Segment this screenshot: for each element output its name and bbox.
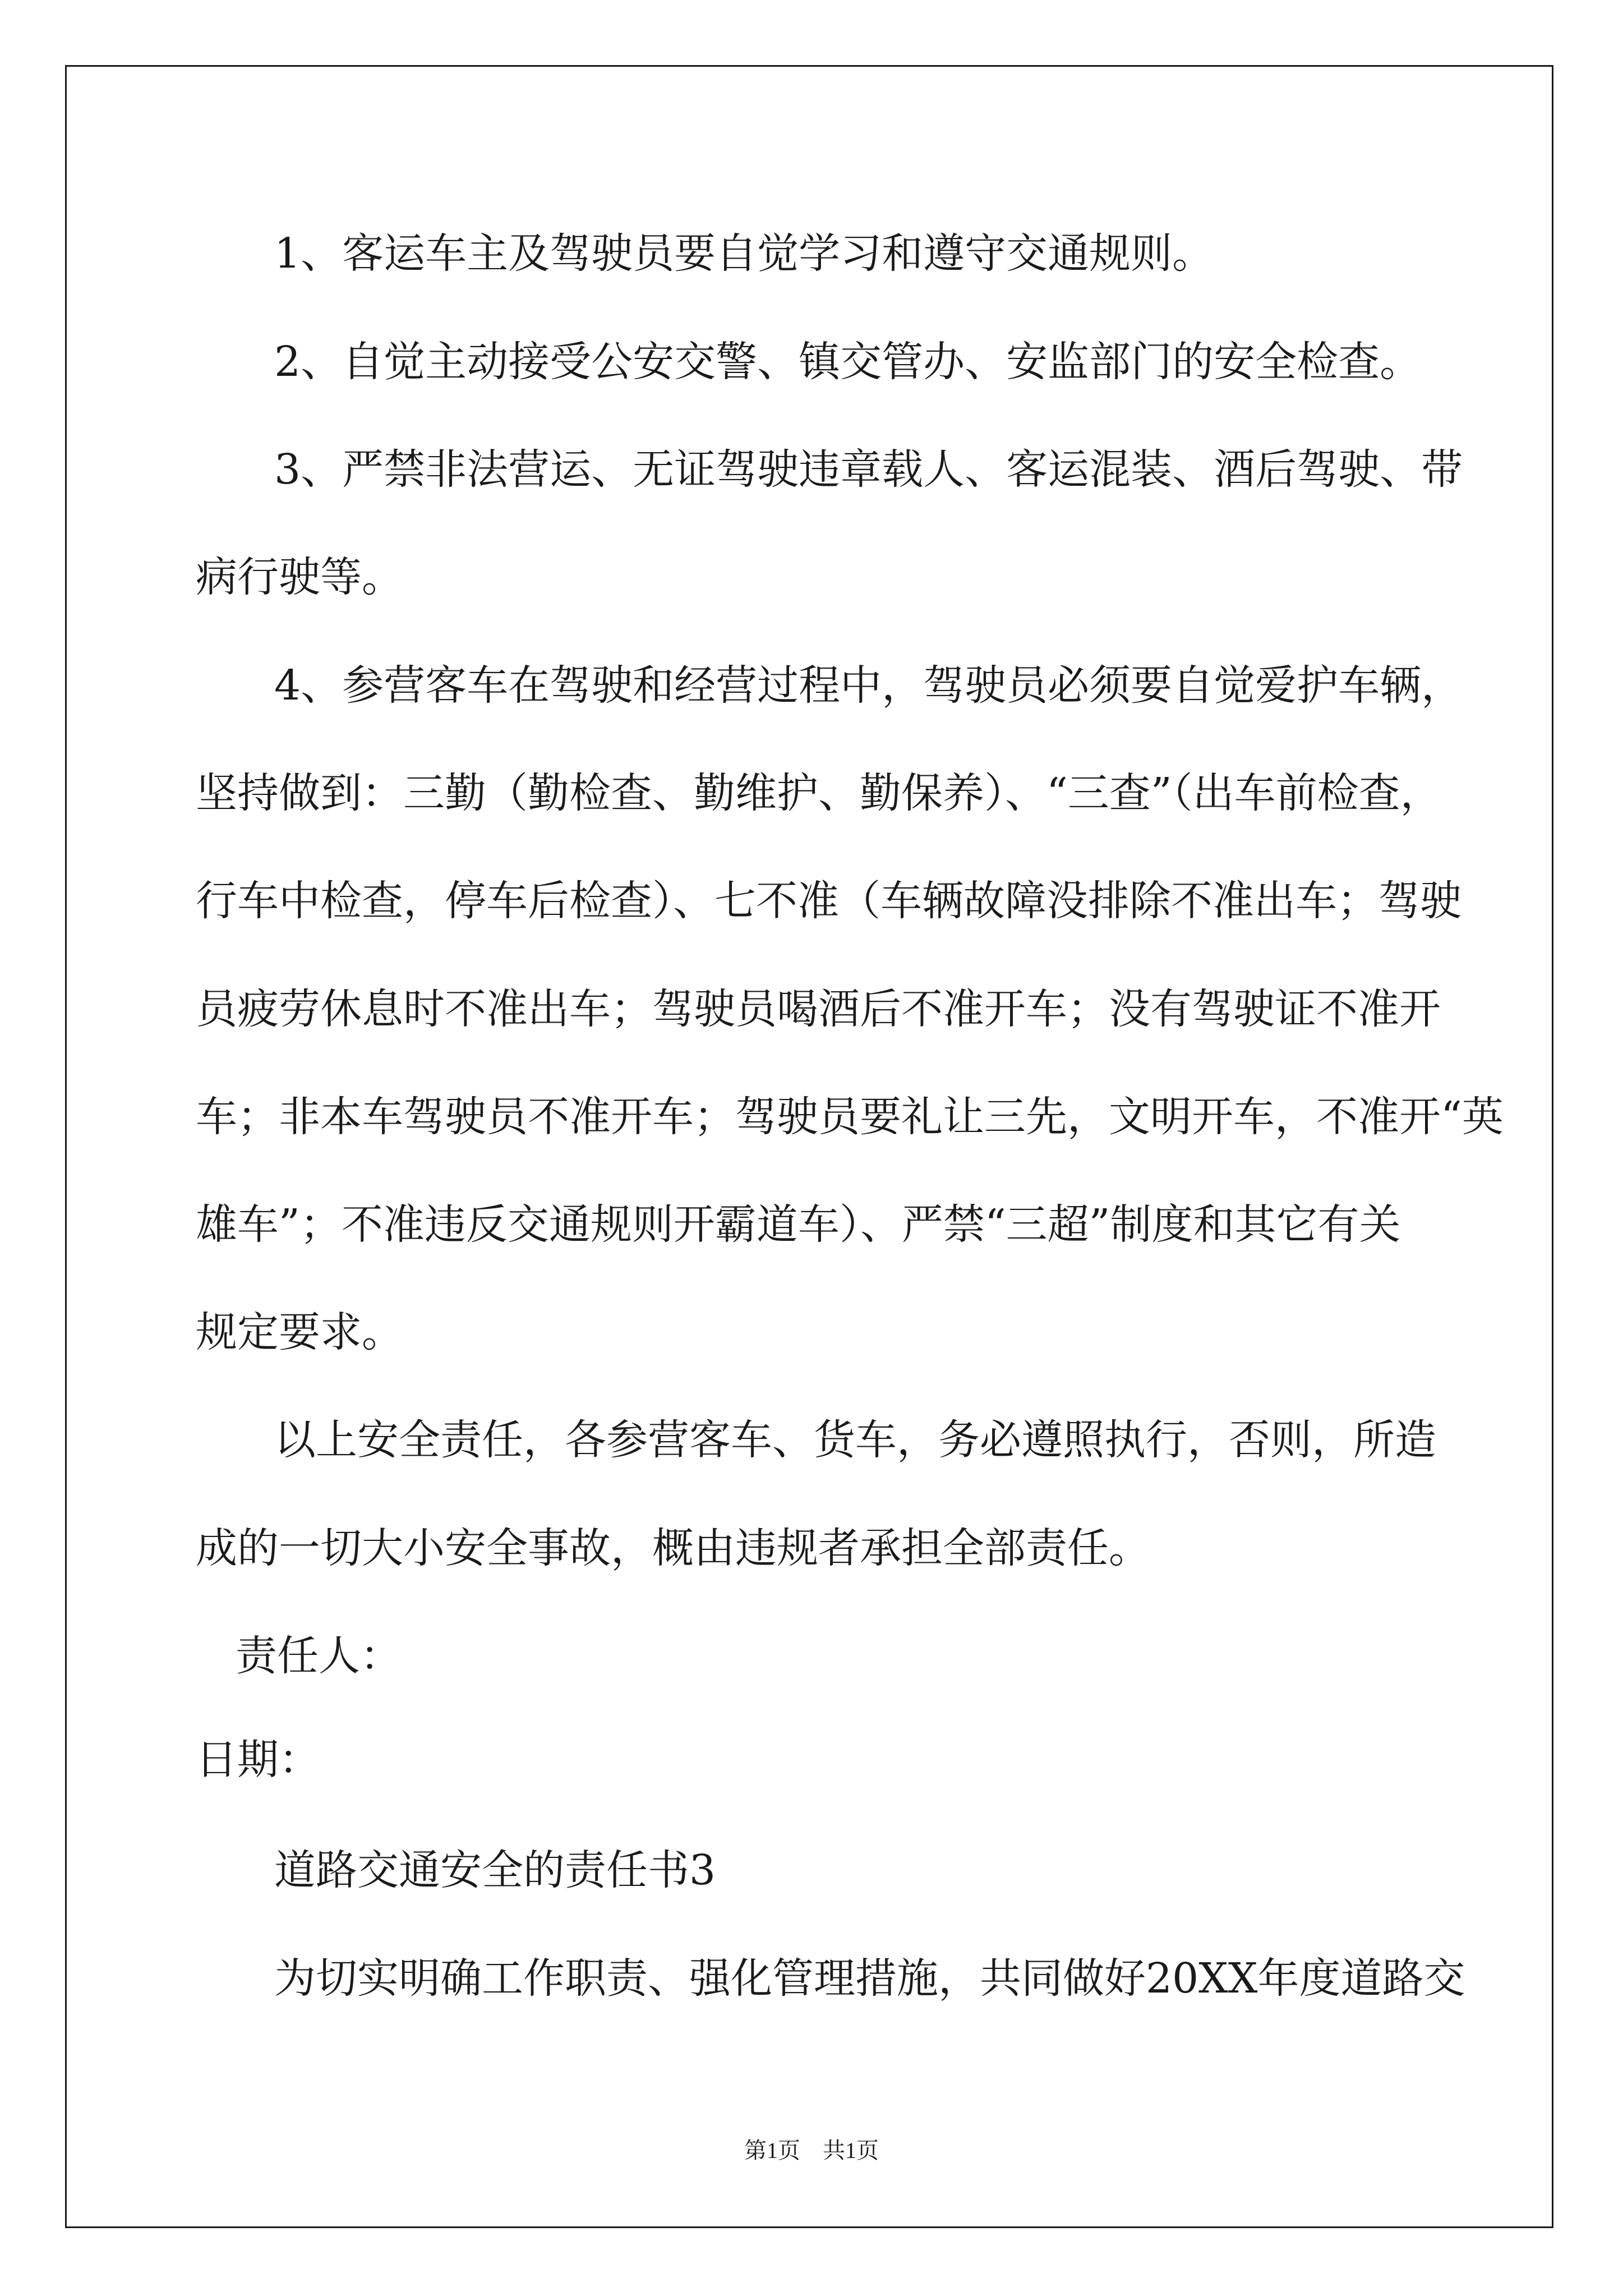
page-footer: 第1页 共1页 [744,2138,879,2163]
paragraph-4-line-7: 规定要求。 [196,1308,403,1356]
page-border [65,65,1553,2228]
paragraph-6-line-1: 为切实明确工作职责、强化管理措施，共同做好20XX年度道路交 [274,1954,1465,2003]
responsible-person-label: 责任人： [236,1632,402,1680]
paragraph-4-line-6: 雄车”；不准违反交通规则开霸道车）、严禁“三超”制度和其它有关 [196,1200,1401,1249]
paragraph-5-line-1: 以上安全责任，各参营客车、货车，务必遵照执行，否则，所造 [274,1416,1436,1464]
paragraph-4-line-4: 员疲劳休息时不准出车；驾驶员喝酒后不准开车；没有驾驶证不准开 [196,985,1441,1033]
paragraph-3-line-2: 病行驶等。 [196,553,403,601]
paragraph-4-line-2: 坚持做到：三勤（勤检查、勤维护、勤保养）、“三查”（出车前检查， [196,769,1442,817]
date-label: 日期： [196,1736,320,1784]
paragraph-4-line-5: 车；非本车驾驶员不准开车；驾驶员要礼让三先，文明开车，不准开“英 [196,1093,1504,1141]
paragraph-4-line-1: 4、参营客车在驾驶和经营过程中，驾驶员必须要自觉爱护车辆， [274,661,1463,710]
paragraph-2-line-1: 2、自觉主动接受公安交警、镇交管办、安监部门的安全检查。 [274,338,1422,386]
section-heading: 道路交通安全的责任书3 [274,1846,716,1894]
paragraph-4-line-3: 行车中检查，停车后检查）、七不准（车辆故障没排除不准出车；驾驶 [196,877,1461,925]
paragraph-5-line-2: 成的一切大小安全事故，概由违规者承担全部责任。 [196,1524,1150,1572]
paragraph-3-line-1: 3、严禁非法营运、无证驾驶违章载人、客运混装、酒后驾驶、带 [274,445,1463,494]
paragraph-1-line-1: 1、客运车主及驾驶员要自觉学习和遵守交通规则。 [274,229,1214,278]
